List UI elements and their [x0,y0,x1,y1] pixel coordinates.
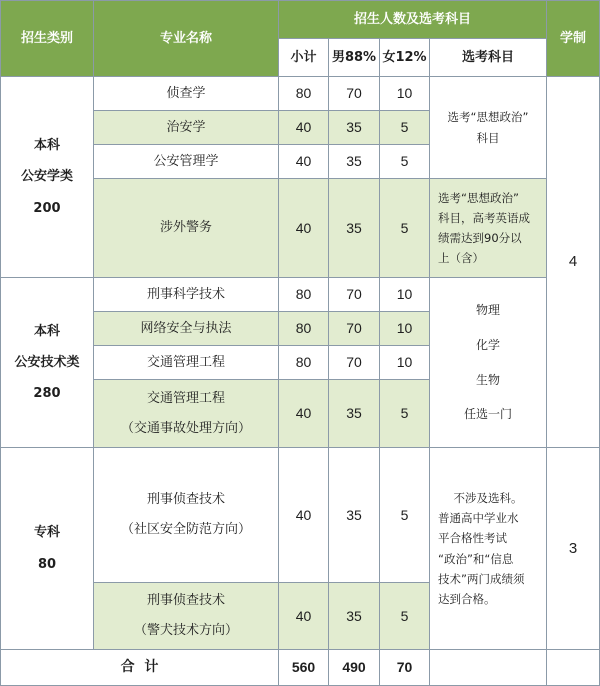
total-female: 70 [380,650,430,686]
subjects-line: 不涉及选科。 [453,491,523,506]
subjects-cell [430,77,547,179]
subjects-line: 科目 [476,130,500,145]
subtotal-cell: 40 [279,145,329,179]
subjects-line: 普通高中学业水 [438,511,519,526]
female-cell: 10 [380,278,430,312]
category-cell [1,278,94,448]
total-male: 490 [329,650,380,686]
major-cell [94,448,279,583]
subjects-line: 平合格性考试 [438,531,507,546]
total-empty-cell [430,650,547,686]
header-subjects: 选考科目 [430,39,547,77]
header-female: 女12% [380,39,430,77]
male-cell: 35 [329,380,380,448]
female-cell: 5 [380,380,430,448]
major-line: 刑事侦查技术 [146,593,225,609]
category-line: 公安技术类 [14,354,80,370]
female-cell: 10 [380,346,430,380]
header-major: 专业名称 [94,1,279,77]
category-line: 专科 [33,525,60,541]
header-male: 男88% [329,39,380,77]
major-cell: 治安学 [94,111,279,145]
subjects-line: 达到合格。 [438,591,496,606]
subtotal-cell: 40 [279,583,329,650]
subjects-cell [430,179,547,278]
female-cell: 5 [380,448,430,583]
female-cell: 10 [380,77,430,111]
subtotal-cell: 80 [279,77,329,111]
major-cell [94,380,279,448]
header-subtotal: 小计 [279,39,329,77]
major-cell: 网络安全与执法 [94,312,279,346]
header-enrollment-group: 招生人数及选考科目 [279,1,547,39]
subtotal-cell: 80 [279,312,329,346]
subtotal-cell: 40 [279,111,329,145]
subtotal-cell: 40 [279,448,329,583]
major-line: （交通事故处理方向） [120,420,251,436]
category-line: 80 [37,556,57,572]
category-cell [1,77,94,278]
male-cell: 70 [329,346,380,380]
subtotal-cell: 80 [279,346,329,380]
total-empty-cell [547,650,600,686]
category-line: 本科 [33,138,60,154]
major-cell: 交通管理工程 [94,346,279,380]
female-cell: 5 [380,111,430,145]
male-cell: 35 [329,583,380,650]
total-label: 合 计 [1,650,279,686]
female-cell: 10 [380,312,430,346]
male-cell: 35 [329,448,380,583]
category-cell [1,448,94,650]
major-cell: 公安管理学 [94,145,279,179]
male-cell: 35 [329,145,380,179]
major-cell [94,583,279,650]
male-cell: 35 [329,179,380,278]
male-cell: 70 [329,278,380,312]
subjects-line: 任选一门 [464,407,513,422]
category-line: 280 [33,386,61,402]
subjects-line: 科目，高考英语成 [438,210,530,225]
subjects-line: 绩需达到90分以 [438,231,522,245]
duration-cell: 3 [547,448,600,650]
major-line: 刑事侦查技术 [146,492,225,508]
category-line: 200 [33,200,61,216]
major-cell: 刑事科学技术 [94,278,279,312]
header-duration: 学制 [547,1,600,77]
subtotal-cell: 80 [279,278,329,312]
subjects-cell [430,278,547,448]
major-cell: 侦查学 [94,77,279,111]
major-line: （社区安全防范方向） [120,522,251,537]
major-line: 交通管理工程 [146,390,225,406]
major-cell: 涉外警务 [94,179,279,278]
subjects-line: 选考“思想政治” [447,110,529,125]
male-cell: 70 [329,77,380,111]
female-cell: 5 [380,145,430,179]
subjects-line: 物理 [476,302,501,317]
female-cell: 5 [380,179,430,278]
subjects-line: 化学 [476,337,501,352]
category-line: 本科 [33,323,60,339]
duration-cell: 4 [547,77,600,448]
subjects-line: 技术”两门成绩须 [438,571,525,586]
subjects-line: “政治”和“信息 [438,551,514,566]
subjects-line: 上（含） [438,251,484,266]
category-line: 公安学类 [20,169,73,185]
subtotal-cell: 40 [279,179,329,278]
subjects-cell [430,448,547,650]
male-cell: 70 [329,312,380,346]
header-category: 招生类别 [1,1,94,77]
female-cell: 5 [380,583,430,650]
major-line: （警犬技术方向） [133,623,238,638]
subjects-line: 选考“思想政治” [438,190,519,205]
total-subtotal: 560 [279,650,329,686]
subtotal-cell: 40 [279,380,329,448]
subjects-line: 生物 [476,372,501,387]
male-cell: 35 [329,111,380,145]
